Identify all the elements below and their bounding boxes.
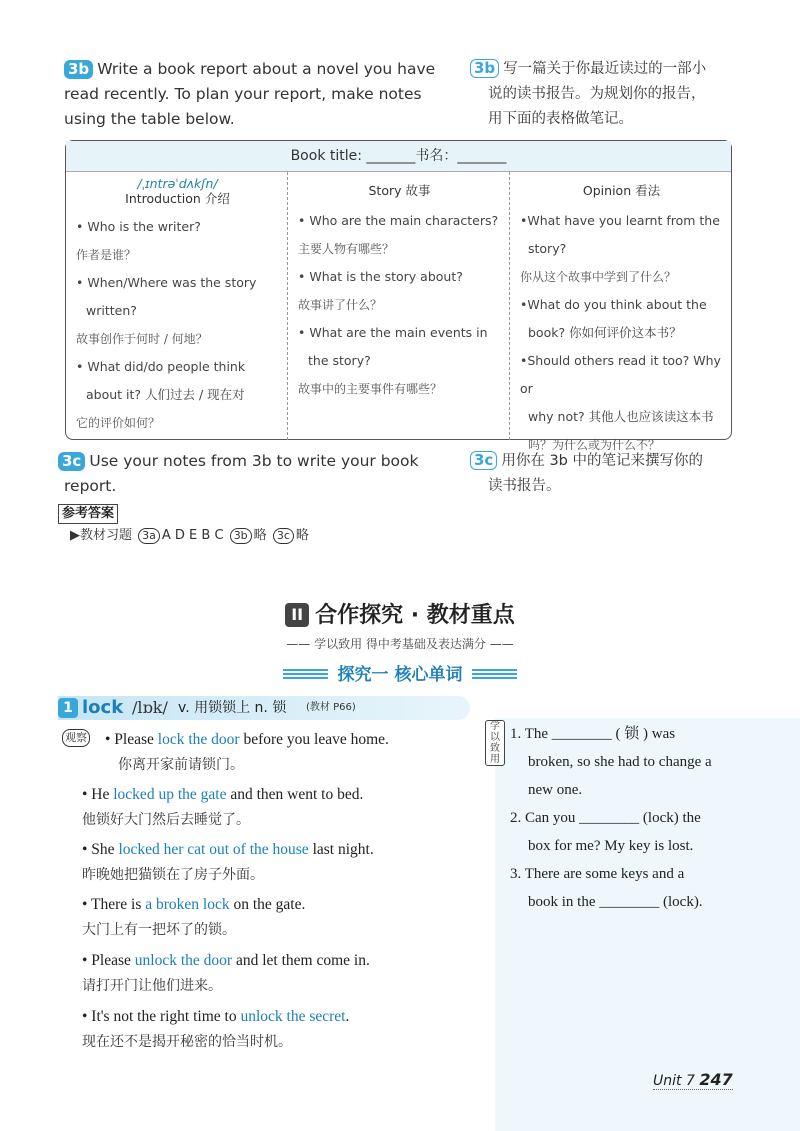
list-item: 主要人物有哪些？ — [298, 242, 395, 256]
column-introduction — [66, 172, 288, 440]
section-number: II — [285, 603, 309, 627]
list-item: 作者是谁？ — [76, 248, 137, 262]
list-item: • Who is the writer? — [76, 219, 201, 234]
word-phonetic: /lɒk/ — [132, 698, 168, 717]
task-3b-cn-badge: 3b — [470, 59, 499, 78]
section-heading-core-words: 探究一 核心单词 — [0, 660, 800, 685]
task-3c-line1: 3c Use your notes from 3b to write your book — [58, 449, 419, 474]
section-subtitle: —— 学以致用 得中考基础及表达满分 —— — [286, 637, 514, 651]
example-sentence: • He locked up the gate and then went to bed. — [82, 786, 364, 803]
example-translation: 大门上有一把坏了的锁。 — [82, 922, 236, 938]
task-3c-line2: report. — [64, 477, 117, 495]
task-3b-cn-line1: 3b 写一篇关于你最近读过的一部小 — [470, 57, 706, 82]
example-sentence: • She locked her cat out of the house last night. — [82, 841, 374, 858]
list-item: the story? — [308, 353, 371, 368]
task-3b-badge: 3b — [64, 60, 93, 79]
stripes-decoration — [283, 669, 328, 679]
example-translation: 他锁好大门然后去睡觉了。 — [82, 812, 250, 828]
list-item: 故事中的主要事件有哪些？ — [298, 382, 443, 396]
word-definition: v. 用锁锁上 n. 锁 — [178, 700, 287, 716]
list-item: 它的评价如何？ — [76, 416, 161, 430]
list-item: • When/Where was the story — [76, 275, 257, 290]
practice-side-label: 学以致用 — [485, 720, 505, 766]
task-3b-line2: read recently. To plan your report, make notes — [64, 85, 422, 103]
example-translation: 昨晚她把猫锁在了房子外面。 — [82, 867, 264, 883]
word-header — [58, 696, 470, 720]
list-item: 故事创作于何时 / 何地？ — [76, 332, 208, 346]
answer-key-line: ▶教材习题 3a A D E B C 3b 略 3c 略 — [70, 528, 309, 543]
column-story — [288, 172, 510, 440]
example-sentence: • There is a broken lock on the gate. — [82, 896, 306, 913]
task-3b-line3: using the table below. — [64, 110, 235, 128]
task-3c-cn-line1: 3c 用你在 3b 中的笔记来撰写你的 — [470, 449, 703, 474]
task-3c-cn-badge: 3c — [470, 451, 497, 470]
column-opinion — [510, 172, 731, 452]
list-item: 吗？为什么或为什么不？ — [528, 438, 661, 452]
practice-question-3: 3. There are some keys and a book in the ________ (lock). — [510, 866, 703, 910]
introduction-title: Introduction 介绍 — [125, 191, 230, 206]
example-sentence: • Please lock the door before you leave home. — [105, 731, 389, 748]
word-source: (教材 P66) — [306, 702, 356, 713]
list-item: written? — [86, 303, 137, 318]
example-sentence: • It's not the right time to unlock the secret. — [82, 1008, 350, 1025]
practice-question-1: 1. The ________ ( 锁 ) was broken, so she had to change a new one. — [510, 726, 712, 798]
list-item: story? — [528, 241, 567, 256]
page-footer: Unit 7 247 — [653, 1070, 733, 1089]
example-translation: 现在还不是揭开秘密的恰当时机。 — [82, 1034, 292, 1050]
list-item: • What did/do people think — [76, 359, 246, 374]
example-translation: 你离开家前请锁门。 — [118, 757, 244, 773]
section-title: II 合作探究 · 教材重点 — [0, 598, 800, 629]
introduction-phonetic: /ˌɪntrəˈdʌkʃn/ — [137, 176, 218, 191]
example-translation: 请打开门让他们进来。 — [82, 978, 222, 994]
stripes-decoration — [472, 669, 517, 679]
task-3c-badge: 3c — [58, 452, 85, 471]
task-3c-cn-line2: 读书报告。 — [488, 478, 561, 494]
list-item: about it? 人们过去 / 现在对 — [86, 387, 245, 402]
observe-label: 观察 — [62, 729, 90, 747]
list-item: 你从这个故事中学到了什么？ — [520, 270, 677, 284]
word-number: 1 — [58, 698, 78, 718]
example-sentence: • Please unlock the door and let them come in. — [82, 952, 370, 969]
book-report-table — [65, 140, 732, 452]
list-item: •Should others read it too? Why or — [520, 353, 721, 396]
list-item: 故事讲了什么？ — [298, 298, 383, 312]
opinion-title: Opinion 看法 — [582, 183, 661, 198]
list-item: • Who are the main characters? — [298, 213, 499, 228]
list-item: •What do you think about the — [520, 297, 707, 312]
task-3b-cn-line2: 说的读书报告。为规划你的报告， — [488, 86, 706, 102]
task-3b-line1: 3b Write a book report about a novel you have — [64, 57, 435, 82]
list-item: book? 你如何评价这本书？ — [528, 325, 682, 340]
list-item: why not? 其他人也应该读这本书 — [528, 409, 714, 424]
list-item: •What have you learnt from the — [520, 213, 720, 228]
answer-key-label: 参考答案 — [58, 504, 118, 524]
word-text: lock — [82, 697, 124, 718]
task-3b-cn-line3: 用下面的表格做笔记。 — [488, 111, 633, 127]
practice-question-2: 2. Can you ________ (lock) the box for me? My key is lost. — [510, 810, 701, 854]
list-item: • What is the story about? — [298, 269, 463, 284]
table-header: Book title: _______书名：_______ — [66, 141, 731, 172]
list-item: • What are the main events in — [298, 325, 488, 340]
story-title: Story 故事 — [368, 183, 431, 198]
